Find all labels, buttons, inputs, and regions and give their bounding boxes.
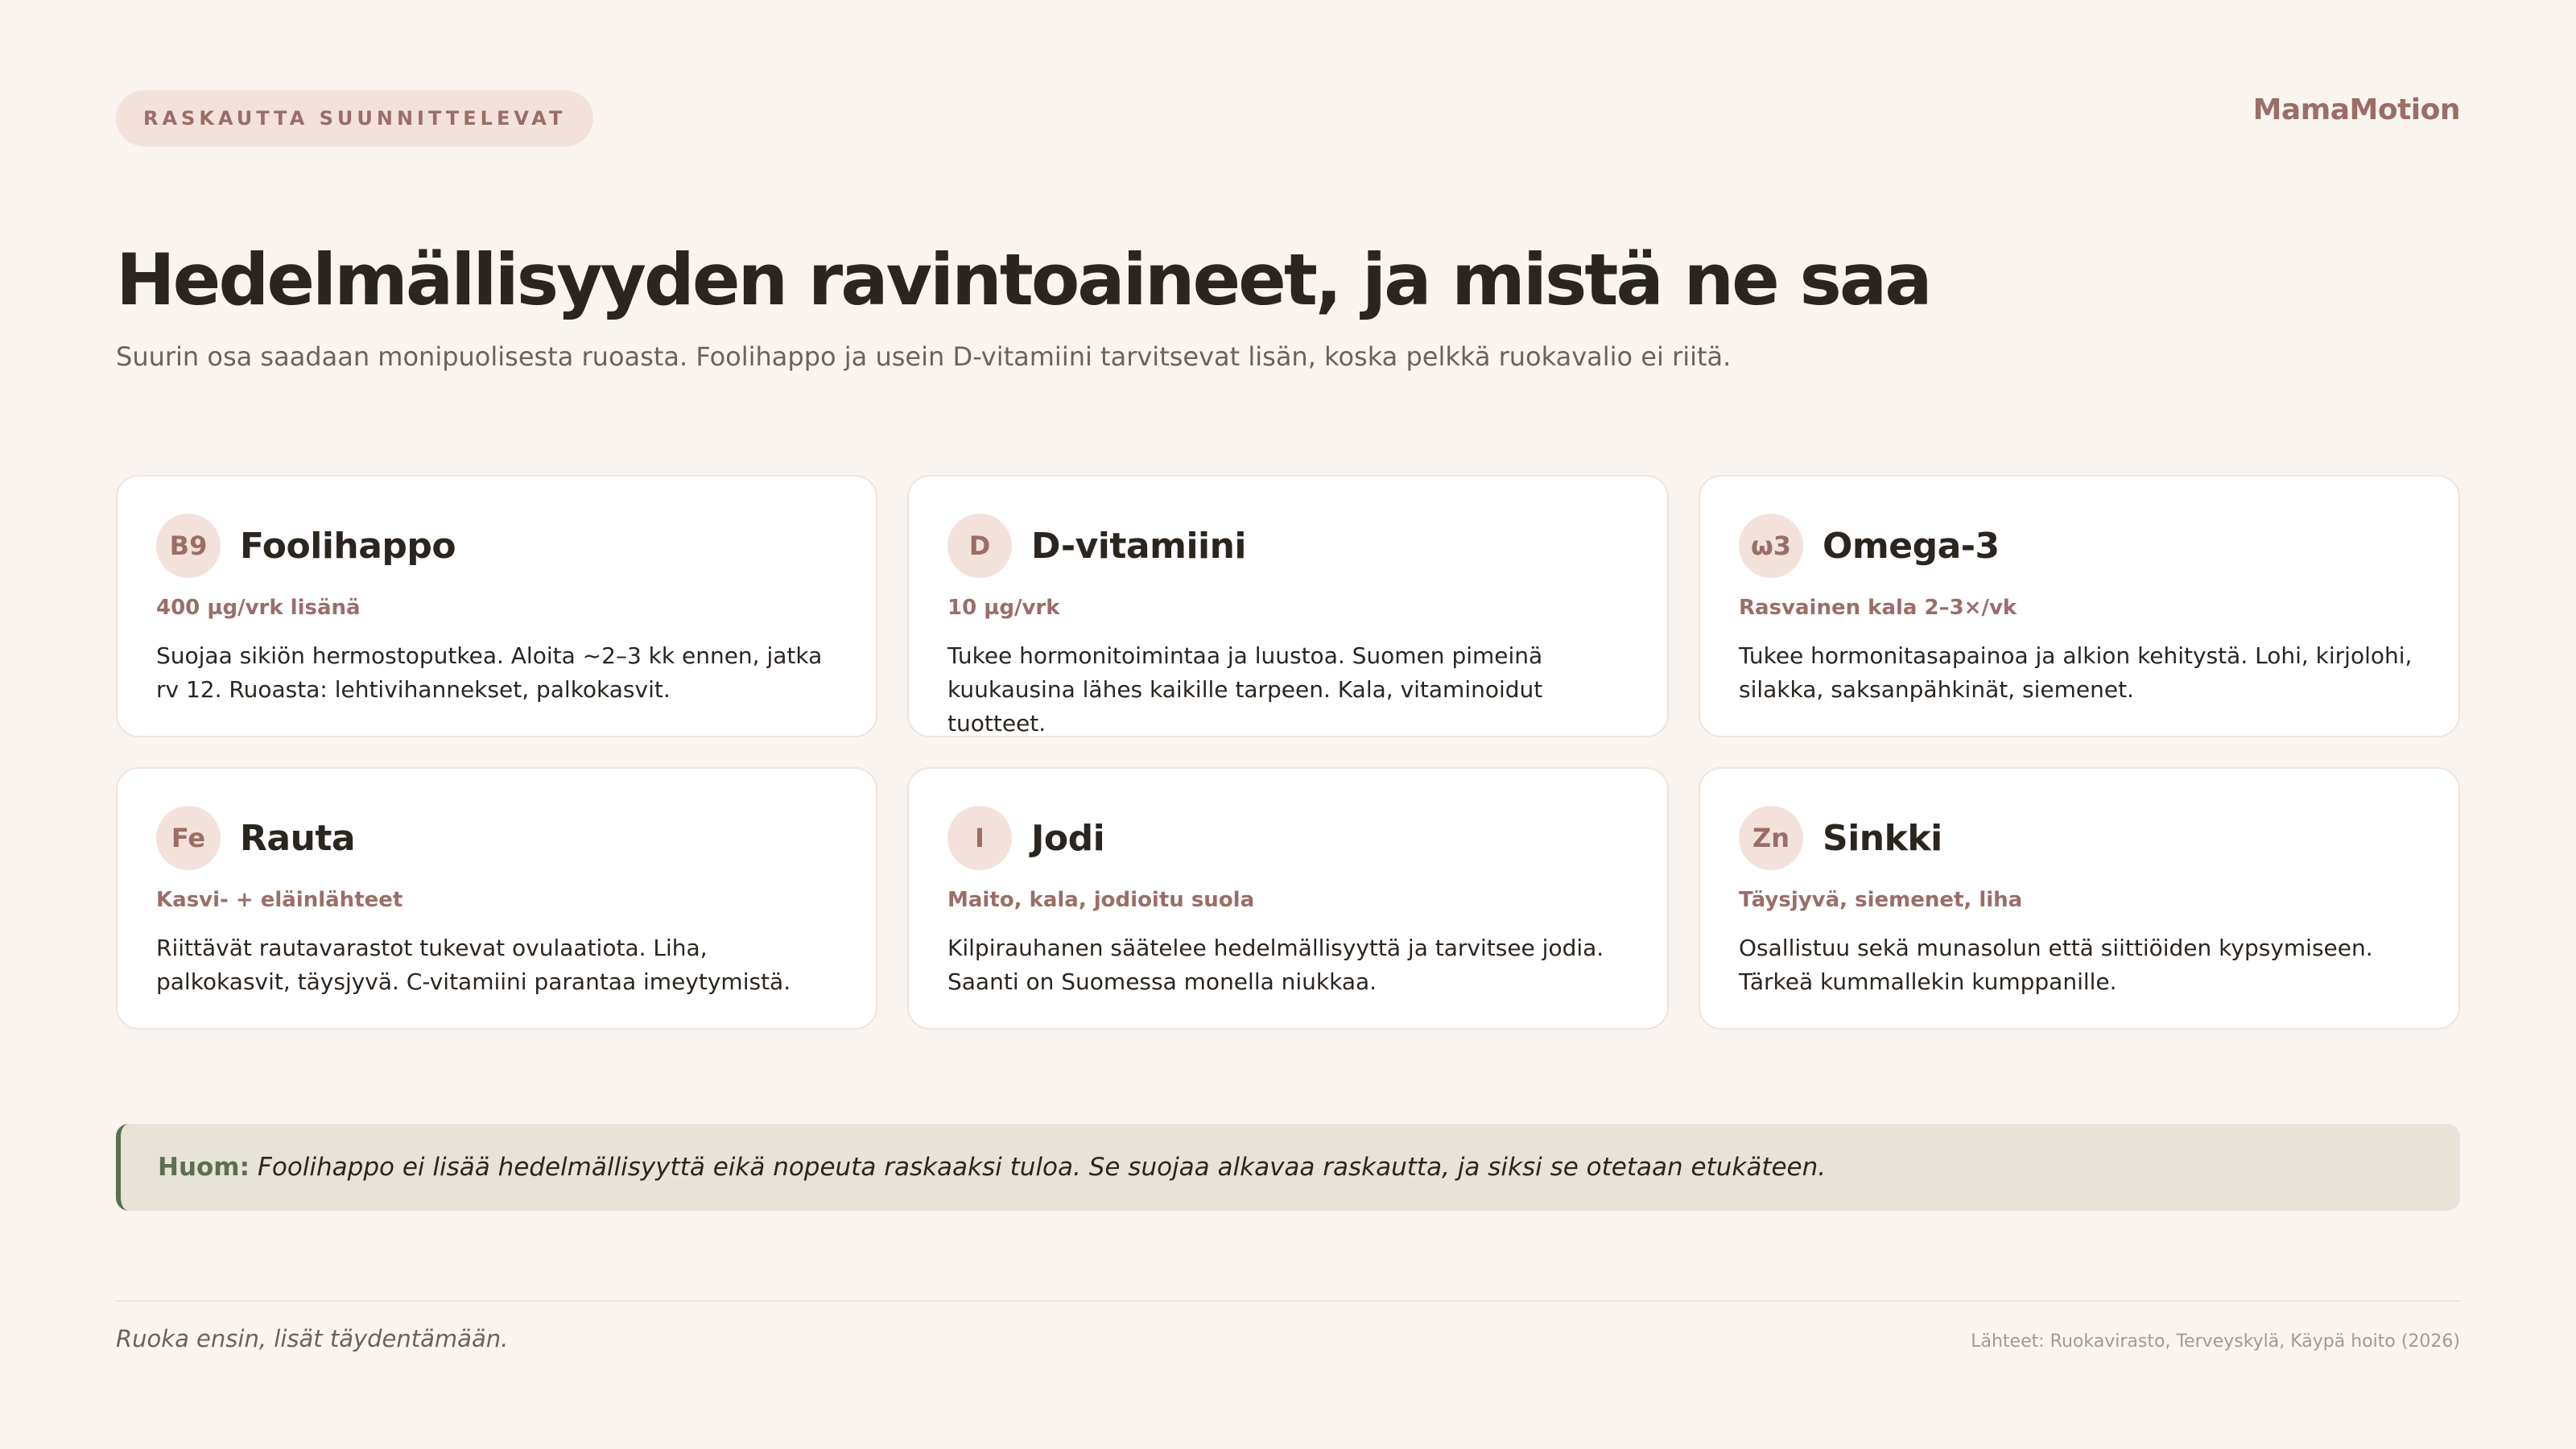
nutrient-badge: I	[947, 806, 1012, 870]
nutrient-name: Sinkki	[1823, 817, 1942, 859]
nutrient-grid	[116, 475, 2460, 1030]
nutrient-description: Kilpirauhanen säätelee hedelmällisyyttä ja tarvitsee jodia. Saanti on Suomessa monella niukkaa.	[947, 935, 1604, 995]
audience-tag: RASKAUTTA SUUNNITTELEVAT	[116, 90, 593, 147]
note-callout	[116, 1124, 2460, 1211]
nutrient-dose: 400 µg/vrk lisänä	[156, 596, 361, 620]
nutrient-name: Foolihappo	[240, 525, 456, 567]
nutrient-name: Jodi	[1031, 817, 1105, 859]
nutrient-name: Rauta	[240, 817, 356, 859]
nutrient-badge: Zn	[1739, 806, 1803, 870]
nutrient-badge: D	[947, 514, 1012, 578]
footer-tagline: Ruoka ensin, lisät täydentämään.	[116, 1325, 509, 1352]
nutrient-description: Osallistuu sekä munasolun että siittiöiden kypsymiseen. Tärkeä kummallekin kumppanille.	[1739, 935, 2373, 995]
page-subtitle: Suurin osa saadaan monipuolisesta ruoasta. Foolihappo ja usein D-vitamiini tarvitsevat lisän, koska pelkkä ruokavalio ei riitä.	[116, 341, 1732, 372]
page-title: Hedelmällisyyden ravintoaineet, ja mistä ne saa	[116, 238, 1930, 321]
nutrient-badge: ω3	[1739, 514, 1803, 578]
note-label: Huom:	[158, 1153, 250, 1182]
footer-divider	[116, 1300, 2460, 1302]
nutrient-description: Tukee hormonitasapainoa ja alkion kehitystä. Lohi, kirjolohi, silakka, saksanpähkinät, siemenet.	[1739, 642, 2413, 703]
nutrient-name: D-vitamiini	[1031, 525, 1247, 567]
nutrient-name: Omega-3	[1823, 525, 2000, 567]
nutrient-dose: Kasvi- + eläinlähteet	[156, 888, 403, 912]
nutrient-description: Tukee hormonitoimintaa ja luustoa. Suomen pimeinä kuukausina lähes kaikille tarpeen. Kala, vitaminoidut tuotteet.	[947, 642, 1543, 737]
nutrient-card-zinc	[1699, 767, 2460, 1030]
nutrient-card-omega-3	[1699, 475, 2460, 737]
nutrient-card-vitamin-d	[907, 475, 1669, 737]
footer-sources: Lähteet: Ruokavirasto, Terveyskylä, Käypä hoito (2026)	[1971, 1331, 2460, 1352]
nutrient-card-iron	[116, 767, 877, 1030]
nutrient-dose: 10 µg/vrk	[947, 596, 1060, 620]
nutrient-description: Riittävät rautavarastot tukevat ovulaatiota. Liha, palkokasvit, täysjyvä. C-vitamiini parantaa imeytymistä.	[156, 935, 791, 995]
nutrient-card-iodine	[907, 767, 1669, 1030]
brand-logo: MamaMotion	[2252, 93, 2460, 126]
nutrient-badge: B9	[156, 514, 221, 578]
nutrient-description: Suojaa sikiön hermostoputkea. Aloita ~2–3 kk ennen, jatka rv 12. Ruoasta: lehtivihannekset, palkokasvit.	[156, 642, 823, 703]
nutrient-badge: Fe	[156, 806, 221, 870]
nutrient-dose: Rasvainen kala 2–3×/vk	[1739, 596, 2017, 620]
note-text: Foolihappo ei lisää hedelmällisyyttä eikä nopeuta raskaaksi tuloa. Se suojaa alkavaa raskautta, ja siksi se otetaan etukäteen.	[258, 1153, 1827, 1182]
nutrient-dose: Maito, kala, jodioitu suola	[947, 888, 1255, 912]
nutrient-card-folic-acid	[116, 475, 877, 737]
nutrient-dose: Täysjyvä, siemenet, liha	[1739, 888, 2023, 912]
